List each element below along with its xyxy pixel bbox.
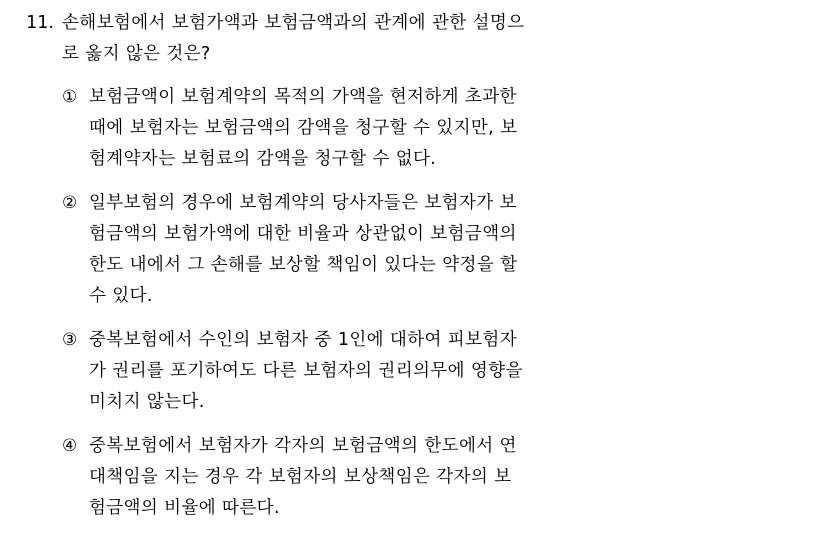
question-stem-line: 로 옳지 않은 것은? <box>62 44 211 64</box>
choice-line: 중복보험에서 보험자가 각자의 보험금액의 한도에서 연 <box>89 436 517 456</box>
choice-text-2 <box>89 188 812 312</box>
question-number: 11. <box>26 13 54 33</box>
choice-line: 보험금액이 보험계약의 목적의 가액을 현저하게 초과한 <box>89 87 517 107</box>
choice-line: 가 권리를 포기하여도 다른 보험자의 권리의무에 영향을 <box>89 361 523 381</box>
choice-text-1 <box>89 82 812 175</box>
choice-item-2[interactable] <box>62 188 812 312</box>
choice-text-3 <box>89 325 812 418</box>
choice-line: 험금액의 보험가액에 대한 비율과 상관없이 보험금액의 <box>89 224 517 244</box>
choice-line: 험금액의 비율에 따른다. <box>89 498 280 518</box>
choice-item-1[interactable] <box>62 82 812 175</box>
choice-marker-4: ④ <box>62 436 78 456</box>
choice-line: 수 있다. <box>89 286 153 306</box>
choice-marker-2: ② <box>62 193 78 213</box>
choice-line: 미치지 않는다. <box>89 392 205 412</box>
choice-item-4[interactable] <box>62 431 812 524</box>
question-stem <box>62 8 812 70</box>
choice-line: 중복보험에서 수인의 보험자 중 1인에 대하여 피보험자 <box>89 330 518 350</box>
choice-item-3[interactable] <box>62 325 812 418</box>
choice-line: 때에 보험자는 보험금액의 감액을 청구할 수 있지만, 보 <box>89 118 518 138</box>
choice-text-4 <box>89 431 812 524</box>
choice-line: 한도 내에서 그 손해를 보상할 책임이 있다는 약정을 할 <box>89 255 518 275</box>
choice-line: 험계약자는 보험료의 감액을 청구할 수 없다. <box>89 149 437 169</box>
question-stem-row <box>22 8 812 70</box>
choice-line: 대책임을 지는 경우 각 보험자의 보상책임은 각자의 보 <box>89 467 512 487</box>
choice-marker-1: ① <box>62 87 78 107</box>
choice-list <box>22 82 812 524</box>
question-block <box>22 8 812 537</box>
choice-marker-3: ③ <box>62 330 78 350</box>
question-stem-line: 손해보험에서 보험가액과 보험금액과의 관계에 관한 설명으 <box>62 13 525 33</box>
choice-line: 일부보험의 경우에 보험계약의 당사자들은 보험자가 보 <box>89 193 517 213</box>
